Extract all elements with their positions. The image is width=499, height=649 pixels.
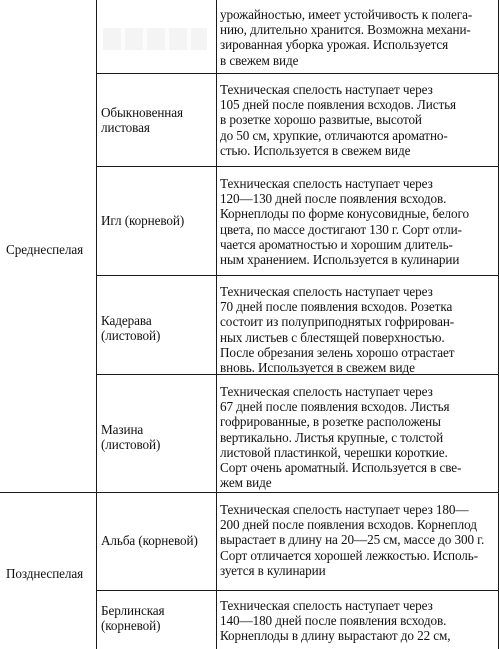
variety-description: Техническая спелость наступает через 140—180 дней после появления всходов. Корнеплоды в длину вырастают до 22 см,	[220, 598, 451, 644]
variety-description: Техническая спелость наступает через 67 дней после появления всходов. Листья гофрированные, в розетке расположены вертикально. Листья крупные, с толстой листовой пластинкой, черешки короткие. Сорт очень ароматный. Используется в све- жем виде	[220, 384, 462, 491]
variety-description: Техническая спелость наступает через 70 дней после появления всходов. Розетка состоит из полуприподнятых гофрирован- ных листьев с блестящей поверхностью. После обрезания зелень хорошо отрастает вновь. Используется в свежем виде	[220, 284, 455, 376]
variety-name: Игл (корневой)	[101, 213, 185, 228]
variety-description: урожайностью, имеет устойчивость к полега- нию, длительно хранится. Возможна механи- зированная уборка урожая. Используется в свежем виде	[220, 7, 473, 68]
row-divider	[96, 590, 499, 591]
row-divider	[96, 275, 499, 276]
maturity-group-label: Среднеспелая	[6, 242, 84, 257]
variety-name: Кадерава (листовой)	[101, 313, 161, 344]
variety-description: Техническая спелость наступает через 105 дней после появления всходов. Листья в розетке хорошо развитые, высотой до 50 см, хрупкие, отличаются ароматно- стью. Используется в свежем виде	[220, 82, 457, 158]
row-divider	[96, 73, 499, 74]
variety-name: Альба (корневой)	[101, 533, 198, 548]
variety-name: Мазина (листовой)	[101, 422, 161, 453]
group-divider	[0, 492, 499, 493]
scan-smudge	[103, 28, 207, 50]
row-divider	[96, 166, 499, 167]
maturity-group-label: Позднеспелая	[6, 566, 84, 581]
variety-name: Берлинская (корневой)	[101, 603, 165, 634]
variety-description: Техническая спелость наступает через 120—130 дней после появления всходов. Корнеплоды по форме конусовидные, белого цвета, по массе достигают 130 г. Сорт отли- чается ароматностью и хорошим длитель- ным хранением. Используется в кулинарии	[220, 176, 469, 268]
column-divider	[96, 0, 97, 649]
variety-name: Обыкновенная листовая	[101, 105, 183, 136]
variety-description: Техническая спелость наступает через 180— 200 дней после появления всходов. Корнеплод вырастает в длину на 20—25 см, массе до 300 г. Сорт отличается хорошей лежкостью. Исполь- зуется в кулинарии	[220, 502, 485, 578]
